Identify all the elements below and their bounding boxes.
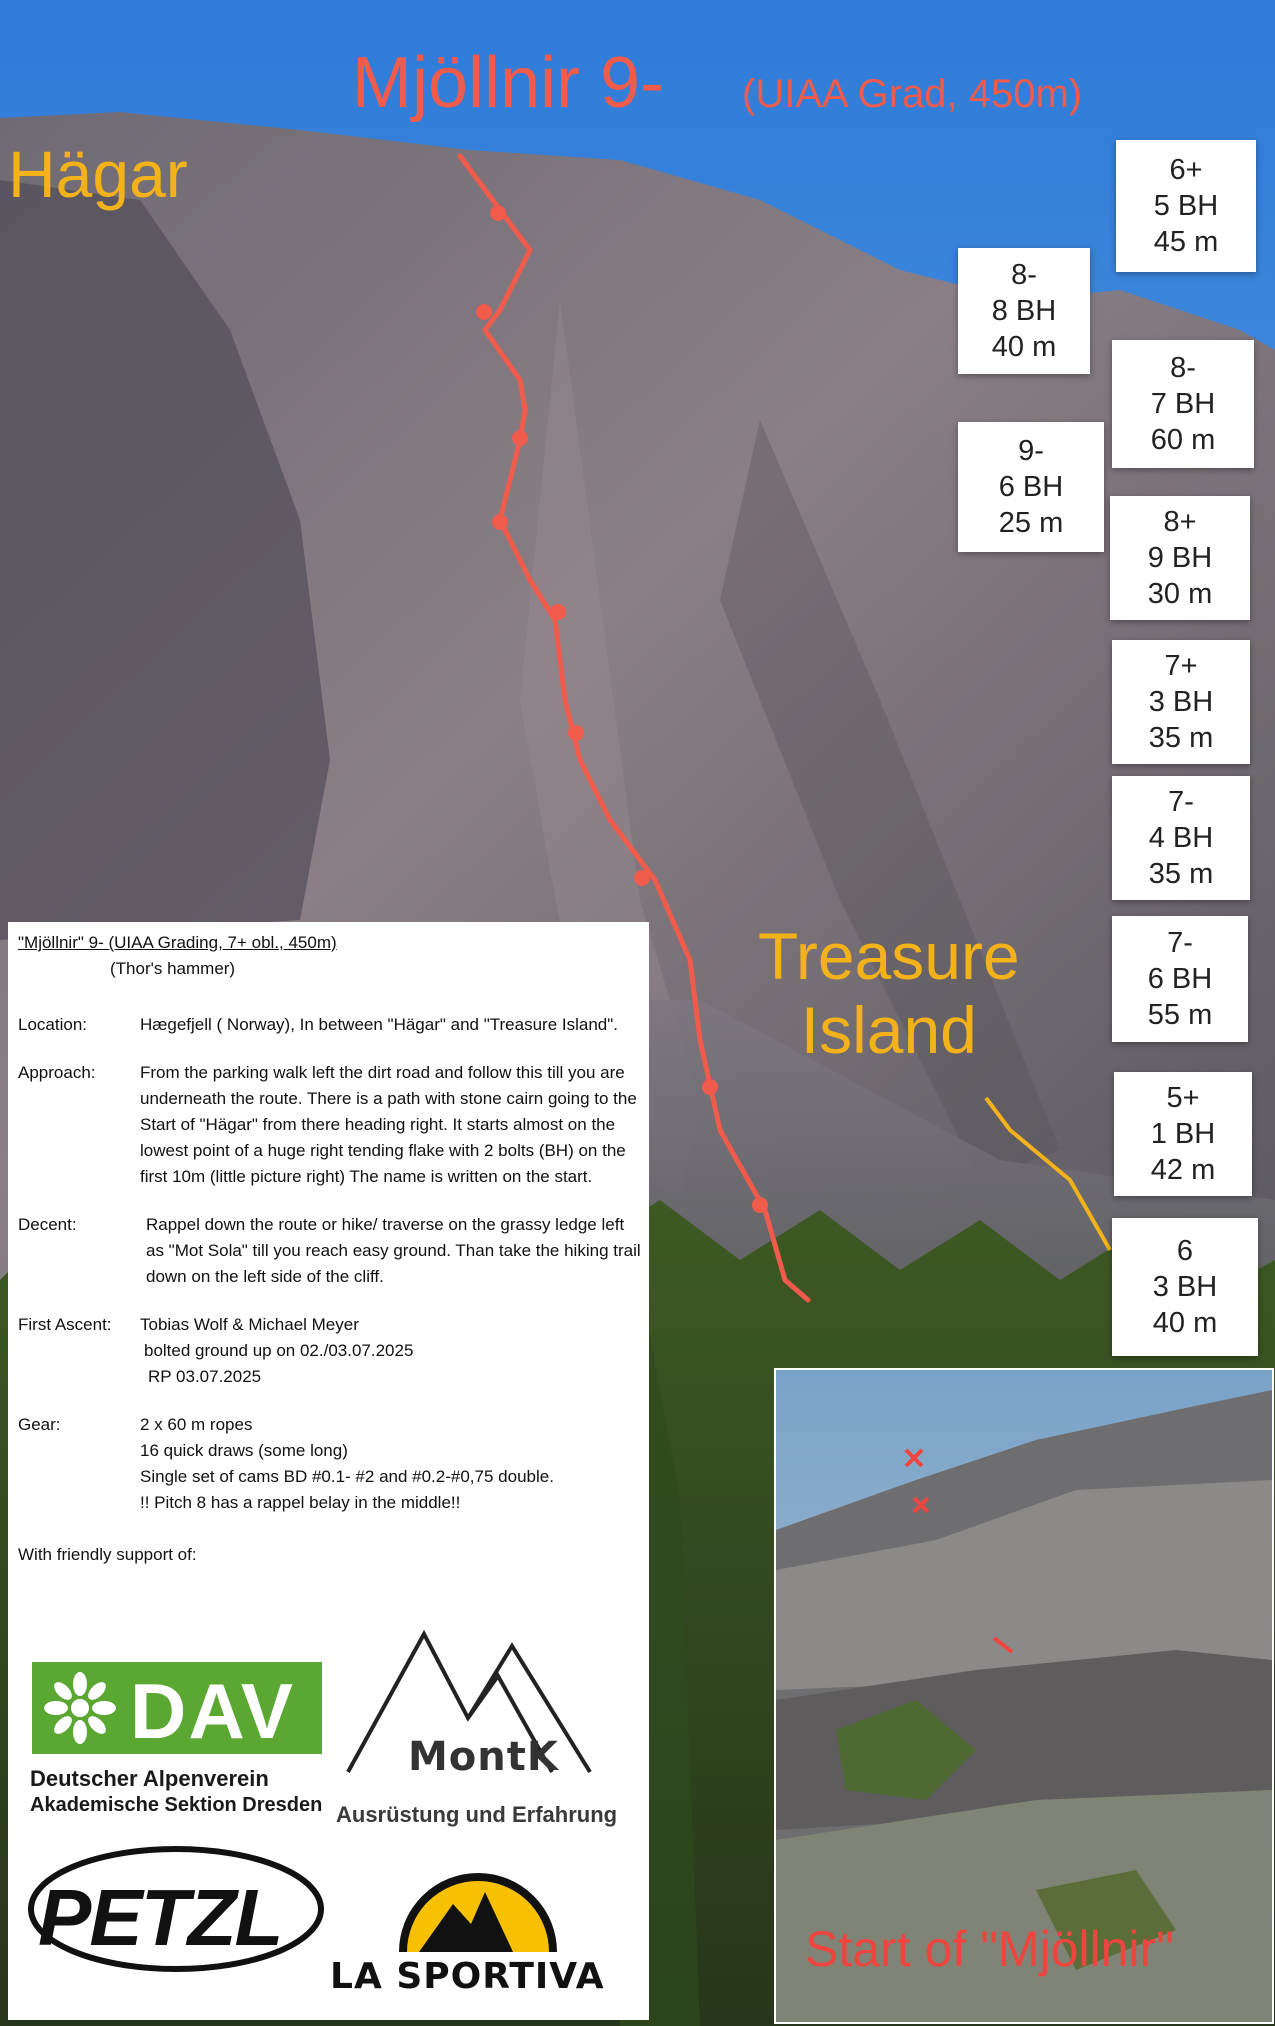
route-info-panel [8,922,649,2020]
pitch-bolts: 7 BH [1150,388,1216,420]
route-subtitle: (UIAA Grad, 450m) [742,72,1083,116]
location-value: Hægefjell ( Norway), In between "Hägar" and "Treasure Island". [140,1015,619,1034]
pitch-bolts: 5 BH [1153,190,1219,222]
pitch-box [1112,340,1254,468]
pitch-length: 30 m [1147,578,1213,610]
pitch-box [1114,1072,1252,1196]
first-ascent-label: First Ascent: [18,1315,112,1334]
pitch-box [1116,140,1256,272]
info-heading: "Mjöllnir" 9- (UIAA Grading, 7+ obl., 450m) [18,933,337,952]
pitch-box [1112,640,1250,764]
pitch-length: 40 m [991,331,1057,363]
decent-label: Decent: [18,1215,77,1234]
pitch-bolts: 1 BH [1150,1118,1216,1150]
pitch-bolts: 3 BH [1148,686,1214,718]
area-label-treasure-island [758,920,1020,1068]
route-title: Mjöllnir 9- [352,43,665,123]
pitch-grade: 7+ [1164,650,1198,682]
pitch-grade: 8- [1011,259,1037,291]
gear-cams: Single set of cams BD #0.1- #2 and #0.2-#0,75 double. [140,1467,554,1486]
dav-line2: Akademische Sektion Dresden [30,1794,323,1816]
pitch-grade: 6 [1176,1235,1194,1267]
inset-caption: Start of "Mjöllnir" [805,1921,1174,1977]
info-location-row [18,1012,643,1038]
gear-note: !! Pitch 8 has a rappel belay in the middle!! [140,1493,461,1512]
pitch-bolts: 3 BH [1152,1271,1218,1303]
pitch-length: 60 m [1150,424,1216,456]
info-subheading: (Thor's hammer) [110,959,236,978]
pitch-bolts: 9 BH [1147,542,1213,574]
pitch-bolts: 4 BH [1148,822,1214,854]
first-ascent-bolting: bolted ground up on 02./03.07.2025 [144,1341,414,1360]
gear-label: Gear: [18,1415,61,1434]
gear-ropes: 2 x 60 m ropes [140,1415,253,1434]
area-label-hagar: Hägar [8,137,188,211]
edelweiss-icon [42,1670,118,1746]
montk-wordmark: MontK [408,1734,559,1780]
montk-tagline: Ausrüstung und Erfahrung [336,1802,618,1827]
first-ascent-climbers: Tobias Wolf & Michael Meyer [140,1315,359,1334]
pitch-box [958,248,1090,374]
area-label-treasure-line2: Island [800,992,977,1067]
pitch-box [1112,1218,1258,1356]
pitch-bolts: 6 BH [998,471,1064,503]
sportiva-emblem-icon [393,1842,563,1957]
area-label-treasure-line1: Treasure [758,919,1020,993]
pitch-length: 55 m [1147,999,1213,1031]
pitch-box [1112,776,1250,900]
decent-value: Rappel down the route or hike/ traverse on the grassy ledge left as "Mot Sola" till you reach easy ground. Than take the hiking trail down on the left side of the cliff. [146,1215,641,1286]
pitch-grade: 8- [1170,352,1196,384]
pitch-grade: 7- [1168,786,1194,818]
pitch-grade: 6+ [1169,154,1203,186]
pitch-bolts: 8 BH [991,295,1057,327]
support-label: With friendly support of: [18,1545,197,1564]
first-ascent-rp: RP 03.07.2025 [148,1367,262,1386]
info-first-ascent-row [18,1312,643,1390]
pitch-length: 40 m [1152,1307,1218,1339]
pitch-length: 35 m [1148,858,1214,890]
info-decent-row [18,1212,643,1290]
pitch-grade: 7- [1167,927,1193,959]
info-gear-row [18,1412,643,1516]
petzl-wordmark: PETZL [38,1873,282,1962]
pitch-grade: 8+ [1163,506,1197,538]
dav-logo [32,1662,332,1762]
pitch-grade: 5+ [1166,1082,1200,1114]
info-approach-row [18,1060,643,1190]
dav-line1: Deutscher Alpenverein [30,1766,269,1791]
pitch-length: 35 m [1148,722,1214,754]
approach-label: Approach: [18,1063,96,1082]
pitch-length: 25 m [998,507,1064,539]
location-label: Location: [18,1015,87,1034]
pitch-box [958,422,1104,552]
dav-wordmark: DAV [130,1667,295,1755]
pitch-length: 42 m [1150,1154,1216,1186]
pitch-grade: 9- [1018,435,1044,467]
gear-draws: 16 quick draws (some long) [140,1441,348,1460]
pitch-length: 45 m [1153,226,1219,258]
pitch-box [1112,916,1248,1042]
approach-value: From the parking walk left the dirt road and follow this till you are underneath the route. There is a path with stone cairn going to the Start of "Hägar" from there heading right. It starts almost on the lowest point of a huge right tending flake with 2 bolts (BH) on the first 10m (little picture right) The name is written on the start. [140,1063,637,1186]
pitch-bolts: 6 BH [1147,963,1213,995]
pitch-box [1110,496,1250,620]
sportiva-wordmark: LA SPORTIVA [330,1956,605,1997]
